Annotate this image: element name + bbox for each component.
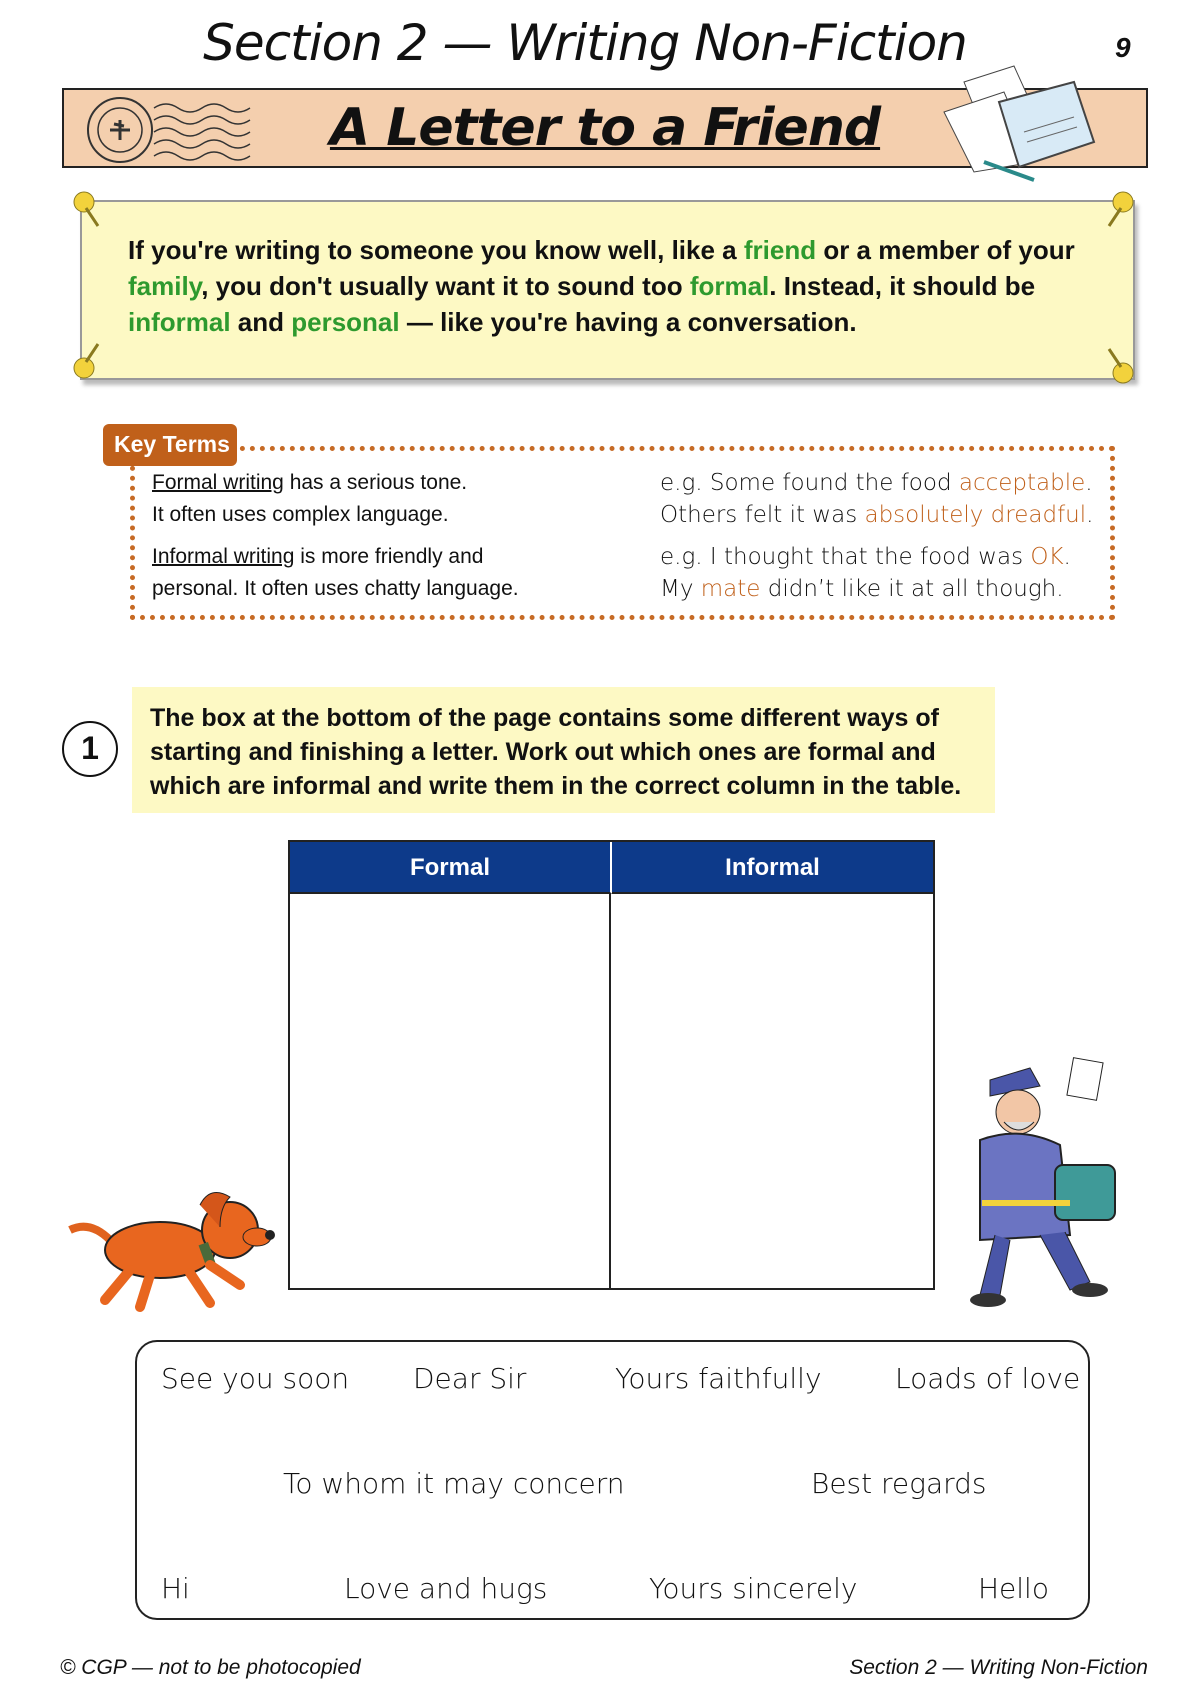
phrase-option[interactable]: Best regards — [811, 1467, 987, 1500]
example-text: . — [1086, 502, 1094, 528]
pin-icon — [1105, 190, 1135, 230]
footer-copyright: © CGP — not to be photocopied — [60, 1656, 361, 1679]
intro-text-part: — like you're having a conversation. — [399, 307, 857, 337]
intro-text — [128, 232, 1128, 340]
phrase-option[interactable]: Hello — [978, 1572, 1049, 1605]
phrase-option[interactable]: To whom it may concern — [283, 1467, 625, 1500]
key-terms-label: Key Terms — [103, 424, 237, 466]
definition-text: has a serious tone. — [283, 471, 468, 494]
example-highlight: OK — [1030, 544, 1064, 570]
phrase-option[interactable]: Yours sincerely — [649, 1572, 858, 1605]
question-box — [132, 687, 995, 813]
phrase-option[interactable]: See you soon — [161, 1362, 350, 1395]
page-number: 9 — [1115, 32, 1131, 63]
intro-note — [80, 200, 1135, 380]
formal-definition — [152, 467, 467, 531]
example-text: didn’t like it at all though. — [760, 576, 1064, 602]
pin-icon — [72, 340, 102, 380]
example-text: e.g. Some found the food — [660, 470, 959, 496]
term-informal-writing: Informal writing — [152, 545, 295, 568]
answer-table — [288, 840, 935, 1290]
intro-text-part: . Instead, it should be — [769, 271, 1036, 301]
phrase-box — [135, 1340, 1090, 1620]
postman-illustration — [960, 1050, 1145, 1315]
column-header-formal: Formal — [290, 842, 612, 894]
section-title: Section 2 — Writing Non-Fiction — [203, 14, 967, 72]
phrase-option[interactable]: Yours faithfully — [615, 1362, 822, 1395]
keyword-friend: friend — [743, 235, 817, 265]
keyword-informal: informal — [128, 307, 231, 337]
formal-answer-cell[interactable] — [290, 894, 611, 1288]
informal-definition — [152, 541, 519, 605]
keyword-family: family — [128, 271, 202, 301]
phrase-option[interactable]: Hi — [161, 1572, 190, 1605]
example-highlight: mate — [700, 576, 761, 602]
question-text — [150, 701, 961, 803]
question-number: 1 — [62, 721, 118, 777]
example-text: Others felt it was — [660, 502, 865, 528]
intro-text-part: and — [230, 307, 292, 337]
example-highlight: absolutely dreadful — [864, 502, 1087, 528]
definition-text: is more friendly and — [294, 545, 484, 568]
intro-text-part: If you're writing to someone you know well, like a — [128, 235, 744, 265]
definition-text: It often uses complex language. — [152, 503, 449, 526]
page-heading: A Letter to a Friend — [329, 98, 881, 158]
example-text: My — [660, 576, 701, 602]
term-formal-writing: Formal writing — [152, 471, 284, 494]
intro-text-part: or a member of your — [816, 235, 1075, 265]
phrase-option[interactable]: Dear Sir — [413, 1362, 527, 1395]
question-line: starting and finishing a letter. Work out which ones are formal and — [150, 738, 936, 766]
intro-text-part: , you don't usually want it to sound too — [201, 271, 690, 301]
example-text: . — [1085, 470, 1093, 496]
question-line: The box at the bottom of the page contains some different ways of — [150, 704, 939, 732]
question-line: which are informal and write them in the correct column in the table. — [150, 772, 962, 800]
keyword-personal: personal — [291, 307, 400, 337]
formal-example — [660, 467, 1093, 531]
pin-icon — [1105, 345, 1135, 385]
title-banner — [62, 88, 1148, 168]
example-text: e.g. I thought that the food was — [660, 544, 1031, 570]
informal-example — [660, 541, 1071, 605]
footer-section: Section 2 — Writing Non-Fiction — [849, 1656, 1148, 1679]
keyword-formal: formal — [689, 271, 770, 301]
column-header-informal: Informal — [612, 842, 933, 894]
running-dog-illustration — [60, 1185, 280, 1315]
example-text: . — [1063, 544, 1071, 570]
definition-text: personal. It often uses chatty language. — [152, 577, 519, 600]
informal-answer-cell[interactable] — [613, 894, 933, 1288]
pin-icon — [72, 190, 102, 230]
example-highlight: acceptable — [958, 470, 1086, 496]
phrase-option[interactable]: Loads of love — [895, 1362, 1081, 1395]
letters-envelope-icon — [924, 62, 1104, 182]
phrase-option[interactable]: Love and hugs — [344, 1572, 548, 1605]
